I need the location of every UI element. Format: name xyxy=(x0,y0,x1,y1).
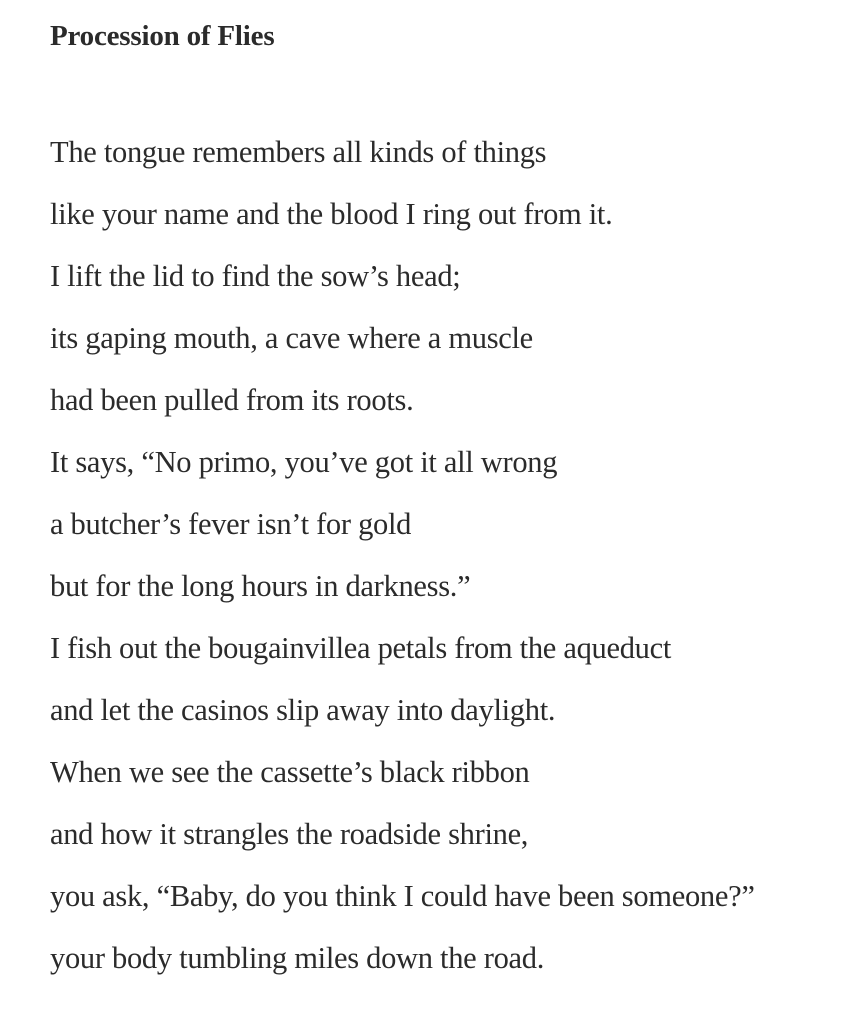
poem-line: your body tumbling miles down the road. xyxy=(50,941,545,975)
poem-line: had been pulled from its roots. xyxy=(50,383,414,417)
poem-line: The tongue remembers all kinds of things xyxy=(50,135,547,169)
poem-line: It says, “No primo, you’ve got it all wrong xyxy=(50,445,558,479)
poem-line: I lift the lid to find the sow’s head; xyxy=(50,259,461,293)
poem-line: a butcher’s fever isn’t for gold xyxy=(50,507,412,541)
poem-line: but for the long hours in darkness.” xyxy=(50,569,471,603)
poem-line: its gaping mouth, a cave where a muscle xyxy=(50,321,533,355)
poem-line: and how it strangles the roadside shrine, xyxy=(50,817,529,851)
poem-body xyxy=(50,130,755,998)
poem-line: I fish out the bougainvillea petals from the aqueduct xyxy=(50,631,672,665)
poem-line: and let the casinos slip away into daylight. xyxy=(50,693,556,727)
poem-title: Procession of Flies xyxy=(50,20,275,52)
poem-line: you ask, “Baby, do you think I could have been someone?” xyxy=(50,879,755,913)
poem-line: like your name and the blood I ring out from it. xyxy=(50,197,613,231)
poem-line: When we see the cassette’s black ribbon xyxy=(50,755,530,789)
